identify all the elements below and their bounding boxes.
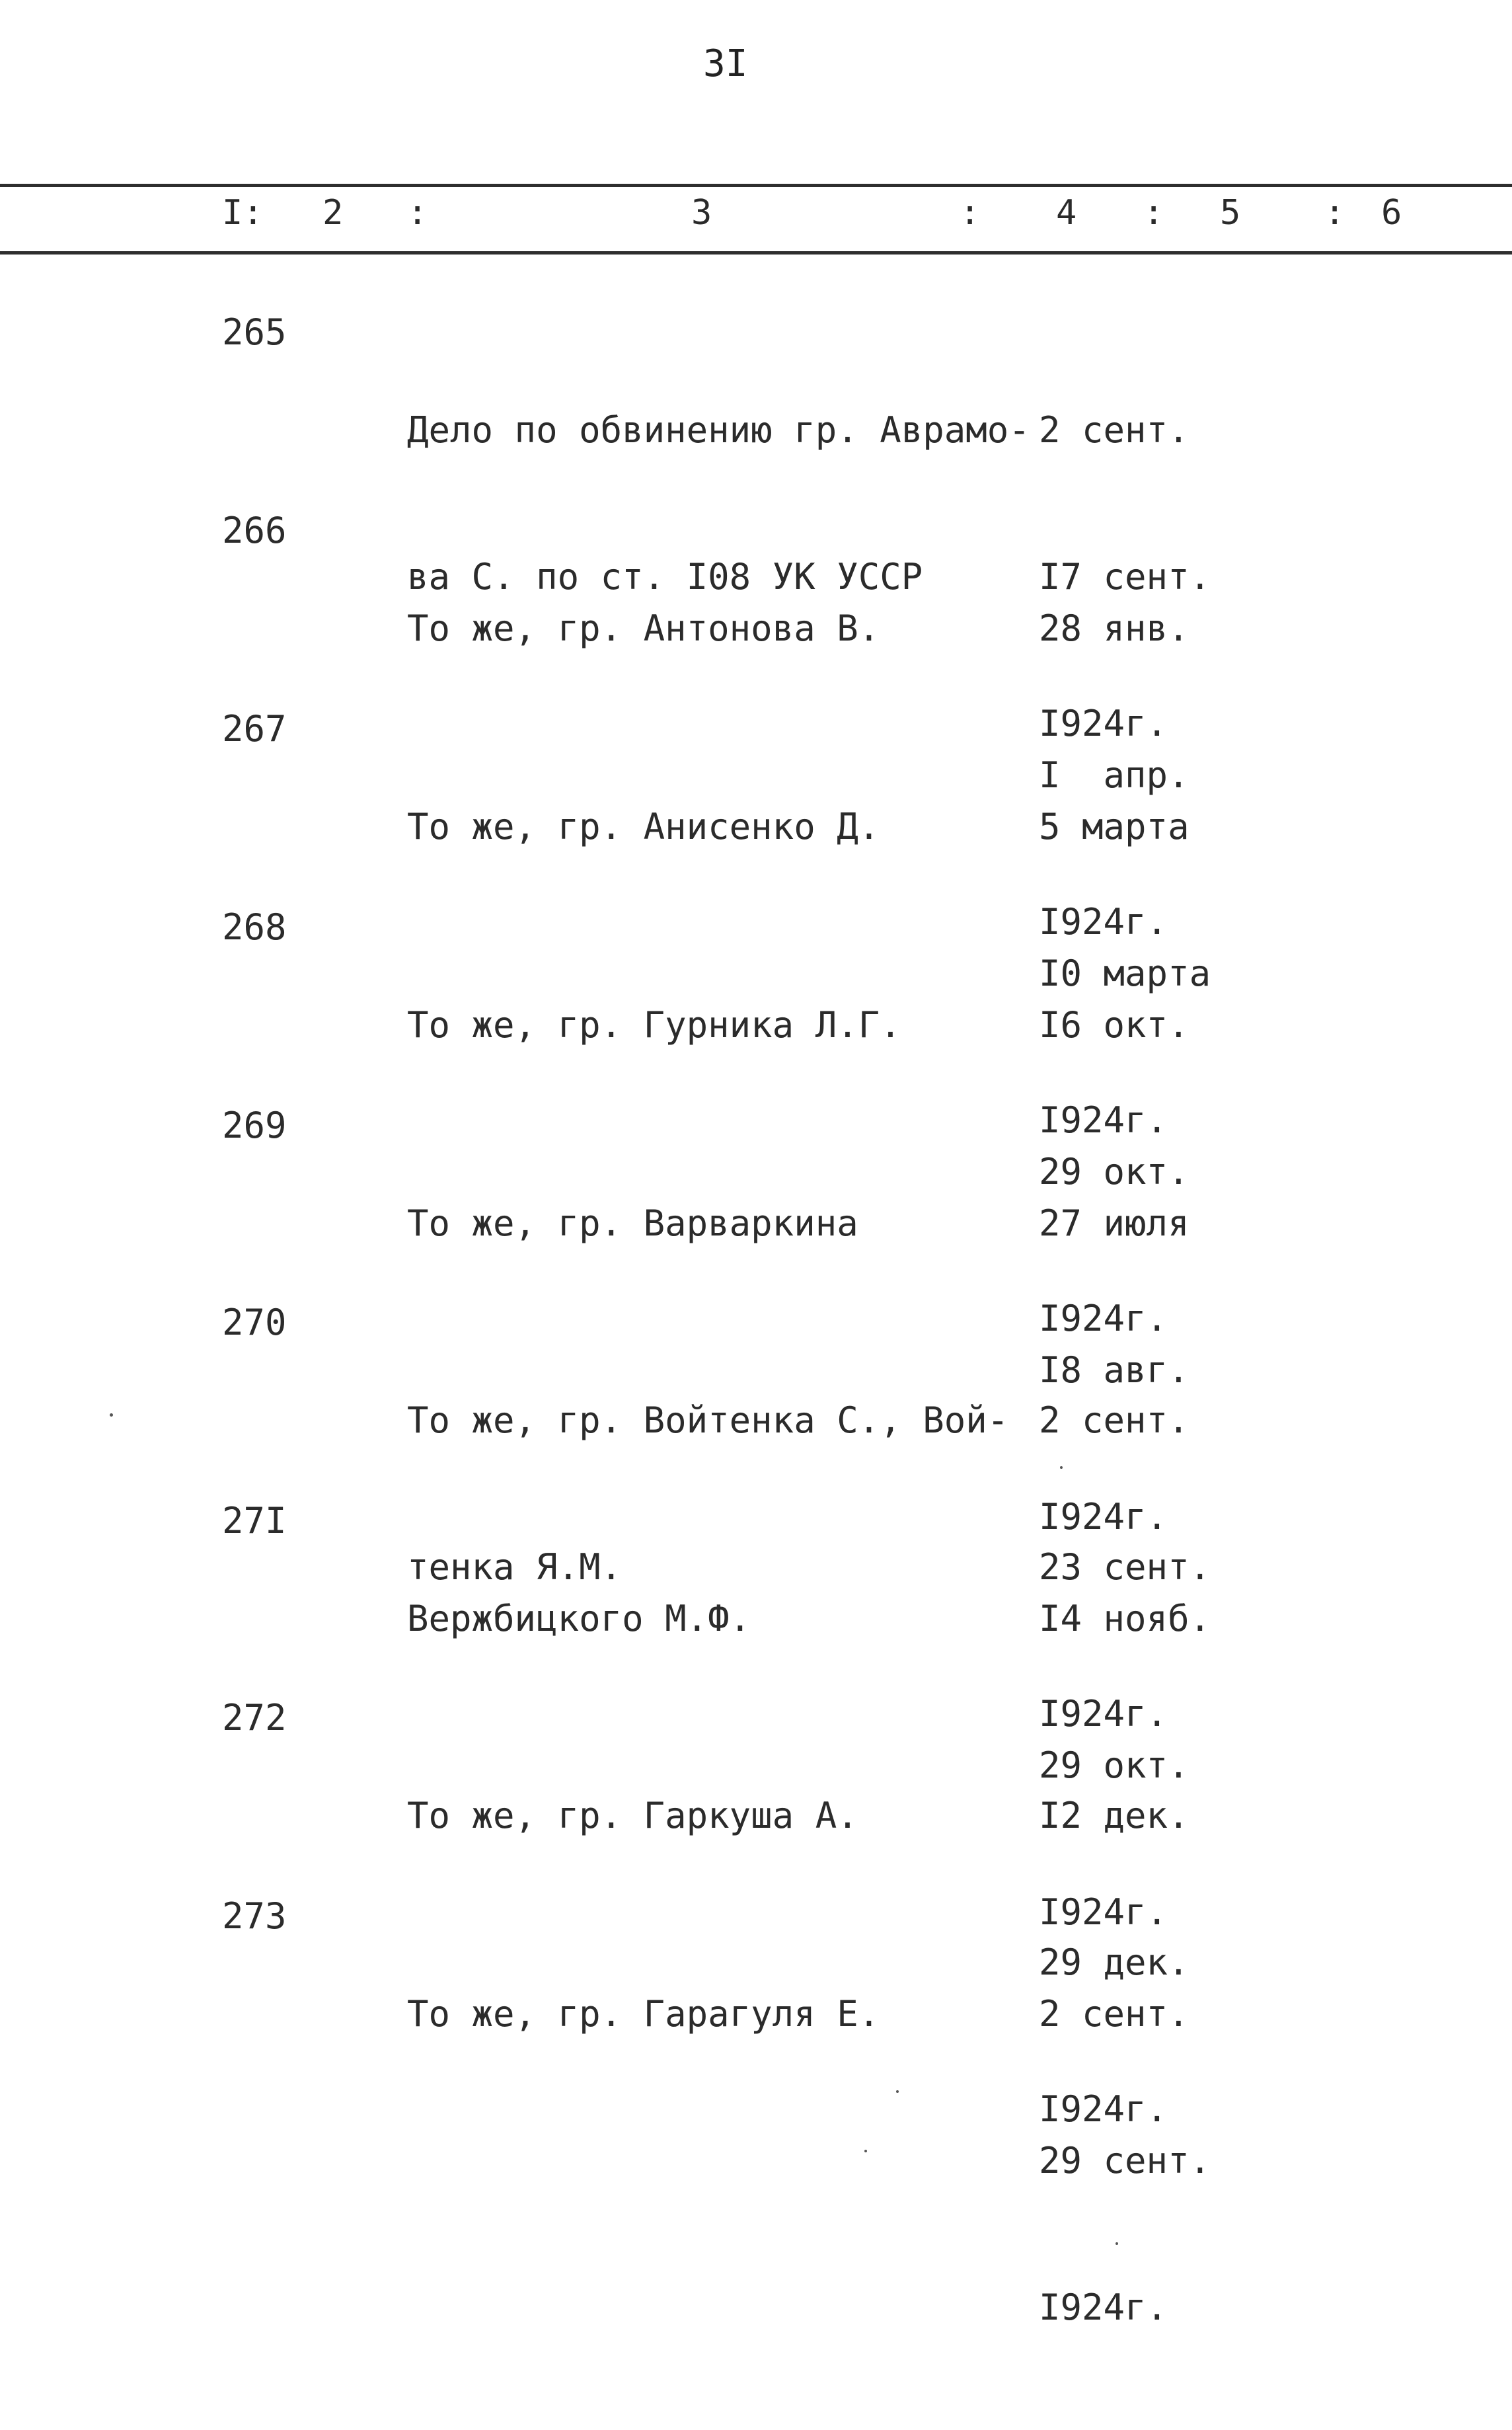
row-date-end: 29 сент. xyxy=(1039,2140,1211,2181)
header-separator-2: : xyxy=(960,193,981,233)
row-number: 265 xyxy=(222,311,287,353)
row-date-end: I8 авг. xyxy=(1039,1349,1190,1391)
row-date-year: I924г. xyxy=(1039,1099,1168,1141)
scan-speck xyxy=(864,2150,867,2152)
row-number: 270 xyxy=(222,1302,287,1343)
row-date-end: I7 сент. xyxy=(1039,556,1211,598)
row-date-start: 28 янв. xyxy=(1039,608,1190,649)
row-title-line: То же, гр. Гаркуша А. xyxy=(407,1795,858,1836)
row-date-start: I4 нояб. xyxy=(1039,1598,1211,1639)
row-title-line: То же, гр. Варваркина xyxy=(407,1202,858,1244)
row-date-end: 29 окт. xyxy=(1039,1744,1190,1786)
row-title-line: Дело по обвинению гр. Аврамо- xyxy=(407,409,1030,451)
row-date-start: 2 сент. xyxy=(1039,409,1190,451)
row-date-start: 5 марта xyxy=(1039,806,1190,847)
row-title-line: То же, гр. Антонова В. xyxy=(407,608,880,649)
row-number: 267 xyxy=(222,708,287,750)
row-date-year: I924г. xyxy=(1039,901,1168,943)
row-title-line: тенка Я.М. xyxy=(407,1546,623,1588)
row-date-year: I924г. xyxy=(1039,1891,1168,1933)
row-date-year: I924г. xyxy=(1039,2287,1168,2328)
row-date-end: 29 дек. xyxy=(1039,1941,1190,1983)
row-date-start: I6 окт. xyxy=(1039,1004,1190,1046)
header-col-5: 5 xyxy=(1220,193,1241,233)
row-date-start: I2 дек. xyxy=(1039,1795,1190,1836)
row-date-year: I924г. xyxy=(1039,1496,1168,1538)
row-date-year: I924г. xyxy=(1039,2088,1168,2130)
row-title xyxy=(407,1892,1015,2136)
header-col-3: 3 xyxy=(691,193,712,233)
header-col-6: 6 xyxy=(1381,193,1402,233)
scan-speck xyxy=(110,1413,113,1417)
row-date-start: 2 сент. xyxy=(1039,1993,1190,2035)
table-row xyxy=(0,1892,1512,2328)
row-date-year: I924г. xyxy=(1039,703,1168,744)
row-date-start: 27 июля xyxy=(1039,1202,1190,1244)
row-number: 27I xyxy=(222,1500,287,1542)
row-title-line: То же, гр. Гурника Л.Г. xyxy=(407,1004,901,1046)
header-separator-1: : xyxy=(407,193,428,233)
scan-speck xyxy=(1115,2242,1118,2245)
header-col-1: I: xyxy=(222,193,264,233)
header-col-2: 2 xyxy=(322,193,344,233)
row-title-line: То же, гр. Гарагуля Е. xyxy=(407,1993,880,2035)
header-separator-4: : xyxy=(1324,193,1345,233)
row-number: 266 xyxy=(222,510,287,551)
row-number: 268 xyxy=(222,906,287,948)
row-title-line: То же, гр. Анисенко Д. xyxy=(407,806,880,847)
row-number: 272 xyxy=(222,1697,287,1739)
table-header-top-rule xyxy=(0,184,1512,187)
scan-speck xyxy=(1060,1466,1063,1469)
row-date-end: 23 сент. xyxy=(1039,1546,1211,1588)
page-number: 3I xyxy=(703,42,748,85)
row-date-year: I924г. xyxy=(1039,1298,1168,1339)
row-date-end: I апр. xyxy=(1039,754,1190,796)
row-title-line: То же, гр. Войтенка С., Вой- xyxy=(407,1399,1009,1441)
scan-speck xyxy=(896,2090,899,2093)
header-col-4: 4 xyxy=(1056,193,1077,233)
row-number: 273 xyxy=(222,1895,287,1937)
row-title-line: ва С. по ст. I08 УК УССР xyxy=(407,556,923,598)
row-date-start: 2 сент. xyxy=(1039,1399,1190,1441)
row-date-end: I0 марта xyxy=(1039,953,1211,994)
row-title-line: Вержбицкого М.Ф. xyxy=(407,1598,751,1639)
row-date-year: I924г. xyxy=(1039,1693,1168,1735)
row-date-end: 29 окт. xyxy=(1039,1151,1190,1193)
row-dates xyxy=(1039,1892,1211,2430)
header-separator-3: : xyxy=(1143,193,1164,233)
row-number: 269 xyxy=(222,1105,287,1146)
table-header-bottom-rule xyxy=(0,251,1512,255)
